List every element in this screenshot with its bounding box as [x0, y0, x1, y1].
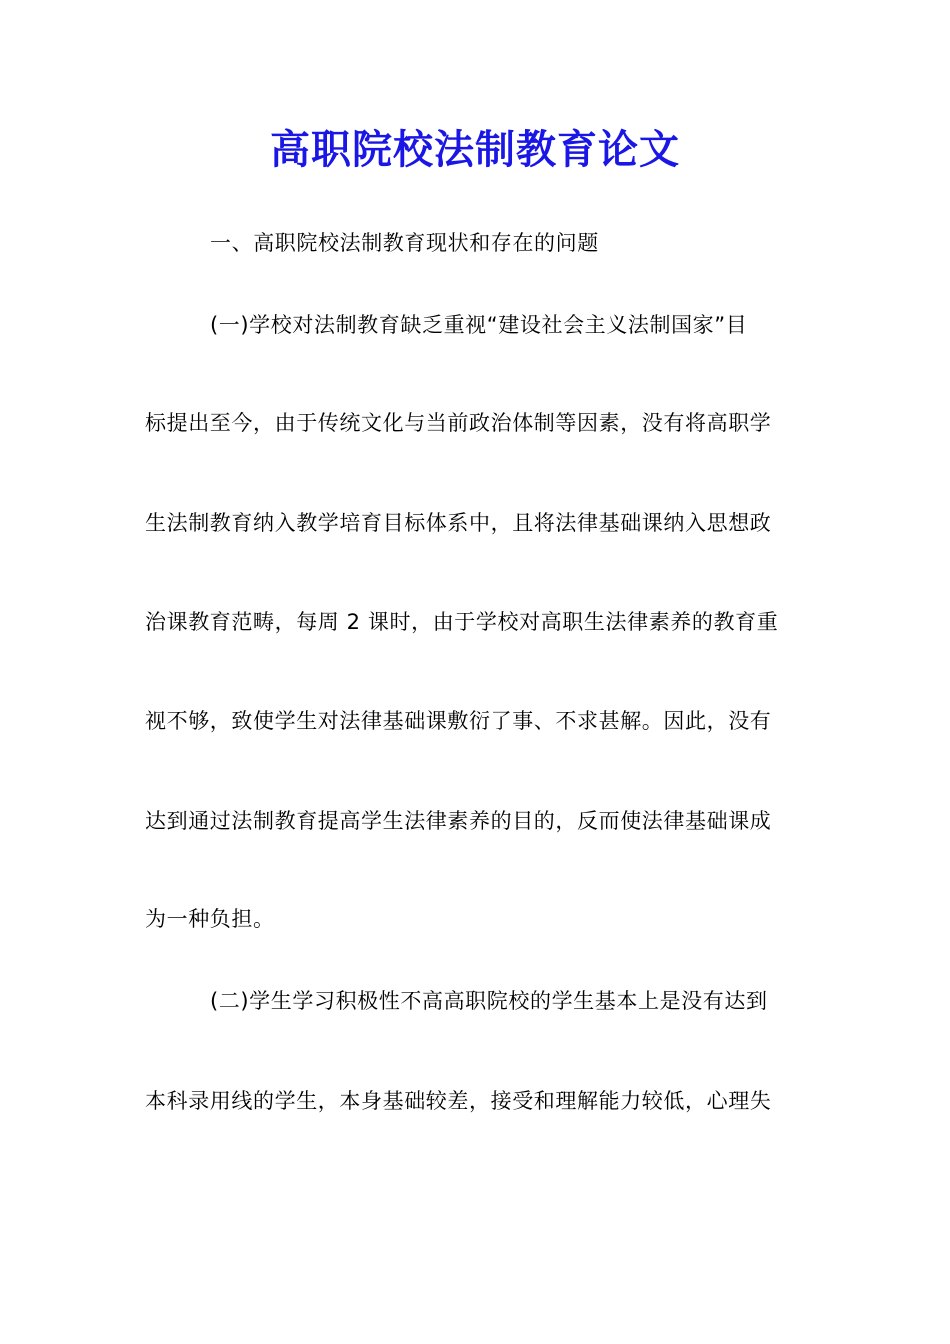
- document-title: 高职院校法制教育论文: [270, 126, 680, 173]
- paragraph-line: 标提出至今，由于传统文化与当前政治体制等因素，没有将高职学: [145, 411, 772, 435]
- paragraph-line: 达到通过法制教育提高学生法律素养的目的，反而使法律基础课成: [145, 809, 772, 833]
- paragraph-line: (一)学校对法制教育缺乏重视“建设社会主义法制国家”目: [210, 313, 748, 337]
- paragraph-line: 生法制教育纳入教学培育目标体系中，且将法律基础课纳入思想政: [145, 511, 772, 535]
- paragraph-line: (二)学生学习积极性不高高职院校的学生基本上是没有达到: [210, 989, 768, 1013]
- section-heading: 一、高职院校法制教育现状和存在的问题: [210, 231, 599, 255]
- paragraph-line: 治课教育范畴，每周 2 课时，由于学校对高职生法律素养的教育重: [145, 610, 779, 634]
- paragraph-line: 视不够，致使学生对法律基础课敷衍了事、不求甚解。因此，没有: [145, 709, 772, 733]
- paragraph-line: 本科录用线的学生，本身基础较差，接受和理解能力较低，心理失: [145, 1089, 772, 1113]
- paragraph-line: 为一种负担。: [145, 907, 275, 931]
